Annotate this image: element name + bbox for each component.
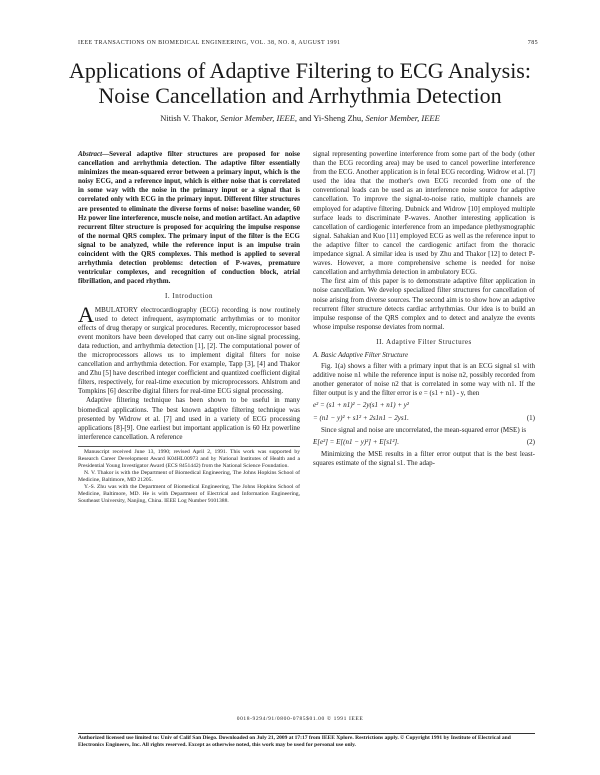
section-1-heading: I. Introduction: [165, 292, 213, 301]
left-column: [78, 150, 300, 505]
right-paragraph-3: Fig. 1(a) shows a filter with a primary input that is an ECG signal s1 with additive noise n1 while the reference input is noise n2, possibly recorded from another generator of noise n2 that is correlated in some way with n1. If the filter output is y and the filter error is e = (s1 + n1) - y, then: [313, 362, 535, 398]
equation-2: [313, 438, 535, 447]
author-1-role: Senior Member, IEEE,: [220, 113, 298, 123]
equation-1-number: (1): [526, 413, 535, 422]
equation-1b: [313, 414, 535, 423]
footnote-para-1: Manuscript received June 13, 1990; revised April 2, 1991. This work was supported by Research Career Development Award K04HL00973 and by National Institutes of Health and a Presidential Young Investigator Award (ECS 8451442) from the National Science Foundation.: [78, 448, 300, 469]
dropcap: A: [78, 301, 94, 327]
author-line: [60, 113, 540, 123]
intro-paragraph-1: [78, 301, 300, 397]
page-number: 785: [527, 40, 538, 46]
abstract-text: —Several adaptive filter structures are proposed for noise cancellation and arrhythmia detection. The adaptive filter essentially minimizes the mean-squared error between a primary input, which is the noisy ECG, and a reference input, which is either noise that is correlated in some way with the noise in the primary input or a signal that is correlated only with ECG in the primary input. Different filter structures are presented to eliminate the diverse forms of noise: baseline wander, 60 Hz power line interference, muscle noise, and motion artifact. An adaptive recurrent filter structure is proposed for acquiring the impulse response of the normal QRS complex. The primary input of the filter is the ECG signal to be analyzed, while the reference input is an impulse train coincident with the QRS complexes. This method is applied to several arrhythmia detection problems: detection of P-waves, premature ventricular complexes, and recognition of conduction block, atrial fibrillation, and paced rhythm.: [78, 150, 300, 286]
footnote-para-2: N. V. Thakor is with the Department of Biomedical Engineering, The Johns Hopkins School of Medicine, Baltimore, MD 21205.: [78, 469, 300, 483]
author-connector: and: [299, 113, 312, 123]
right-paragraph-1: signal representing powerline interference from some part of the body (other than the ECG recording area) may be used to cancel powerline interference from the ECG. Another application is in fetal ECG recording. Widrow et al. [7] used the idea that the mother's own ECG recorded from one of the conventional leads can be used as an interference noise source for adaptive cancellation. To improve the signal-to-noise ratio, multiple channels are employed for adaptive filtering. Dubnick and Widrow [10] employed multiple surface leads to discriminate P-waves. Another interesting application is cancellation of cardiogenic interference from an impedance plethysmographic signal. Sahakian and Kuo [11] employed ECG as well as the reference input to the adaptive filter to cancel the cardiogenic artifact from the thoracic impedance signal. A similar idea is used by Zhu and Thakor [12] to detect P-waves. However, a more comprehensive scheme is needed for noise cancellation and arrhythmia detection in ambulatory ECG.: [313, 150, 535, 277]
right-paragraph-2: The first aim of this paper is to demonstrate adaptive filter application in noise cancellation. We develop specialized filter structures for cancellation of noise arising from diverse sources. The second aim is to show how an adaptive recurrent filter structure detects cardiac arrhythmias. Our idea is to build an impulse response of the QRS complex and to detect and analyze the events whose impulse response deviates from normal.: [313, 277, 535, 331]
author-1: Nitish V. Thakor,: [160, 113, 219, 123]
running-head: [78, 40, 538, 46]
author-2: Yi-Sheng Zhu,: [313, 113, 364, 123]
right-column: [313, 150, 535, 468]
section-2-heading: II. Adaptive Filter Structures: [376, 337, 472, 346]
document-id: 0018-9294/91/0800-0785$01.00 © 1991 IEEE: [236, 716, 364, 722]
equation-2-number: (2): [526, 437, 535, 446]
abstract-label: Abstract: [78, 150, 103, 158]
equation-1a: [313, 401, 535, 410]
abstract: [78, 150, 300, 286]
equation-2-text: E[e²] = E[(n1 − y)²] + E[s1²].: [313, 437, 399, 446]
title-line-2: Noise Cancellation and Arrhythmia Detection: [98, 83, 502, 108]
right-paragraph-5: Minimizing the MSE results in a filter error output that is the best least-squares estimate of the signal s1. The adap-: [313, 449, 535, 467]
paper-title: [60, 58, 540, 108]
subsection-a-heading: A. Basic Adaptive Filter Structure: [313, 350, 409, 359]
intro-paragraph-2: Adaptive filtering technique has been shown to be useful in many biomedical applications. The best known adaptive filtering technique was presented by Widrow et al. [7] and used in a variety of ECG processing applications [8]-[9]. One earliest but important application is 60 Hz powerline interference cancellation. A reference: [78, 396, 300, 441]
running-head-text: IEEE TRANSACTIONS ON BIOMEDICAL ENGINEERING, VOL. 38, NO. 8, AUGUST 1991: [78, 40, 341, 46]
footnote: [78, 446, 300, 505]
copyright-notice: Authorized licensed use limited to: Univ of Calif San Diego. Downloaded on July 21, 2009 at 17:17 from IEEE Xplore. Restrictions apply. © Copyright 1991 by Institute of Electrical and Electronics Engineers, Inc. All rights reserved. Except as otherwise noted, this work may be used for personal use only.: [78, 735, 511, 748]
equation-1b-text: = (n1 − y)² + s1² + 2s1n1 − 2ys1.: [313, 413, 409, 422]
author-2-role: Senior Member, IEEE: [365, 113, 440, 123]
footnote-para-3: Y.-S. Zhu was with the Department of Biomedical Engineering, The Johns Hopkins School of Medicine, Baltimore, MD. He is with Department of Electrical and Information Engineering, Southeast University, Nanjing, China. IEEE Log Number 9101388.: [78, 483, 300, 504]
right-paragraph-4: Since signal and noise are uncorrelated, the mean-squared error (MSE) is: [321, 425, 527, 434]
intro-paragraph-1-text: MBULATORY electrocardiography (ECG) recording is now routinely used to detect infrequent, asymptomatic arrhythmias or to monitor effects of drug therapy or surgical procedures. Recently, microprocessor based event monitors have been developed that carry out on-line signal processing, data reduction, and arrhythmia detection [1], [2]. The computational power of the microprocessors allows us to implement digital filters for noise cancellation and arrhythmia detection. For example, Tapp [3], [4] and Thakor and Zhu [5] have described integer coefficient and quantized coefficient digital filters, respectively, for real-time execution by microprocessors. Ahlstrom and Tompkins [6] describe digital filters for real-time ECG signal processing.: [78, 305, 300, 396]
title-line-1: Applications of Adaptive Filtering to ECG Analysis:: [69, 58, 531, 83]
bottom-divider: [78, 733, 535, 734]
equation-1a-text: e² = (s1 + n1)² − 2y(s1 + n1) + y²: [313, 401, 410, 410]
